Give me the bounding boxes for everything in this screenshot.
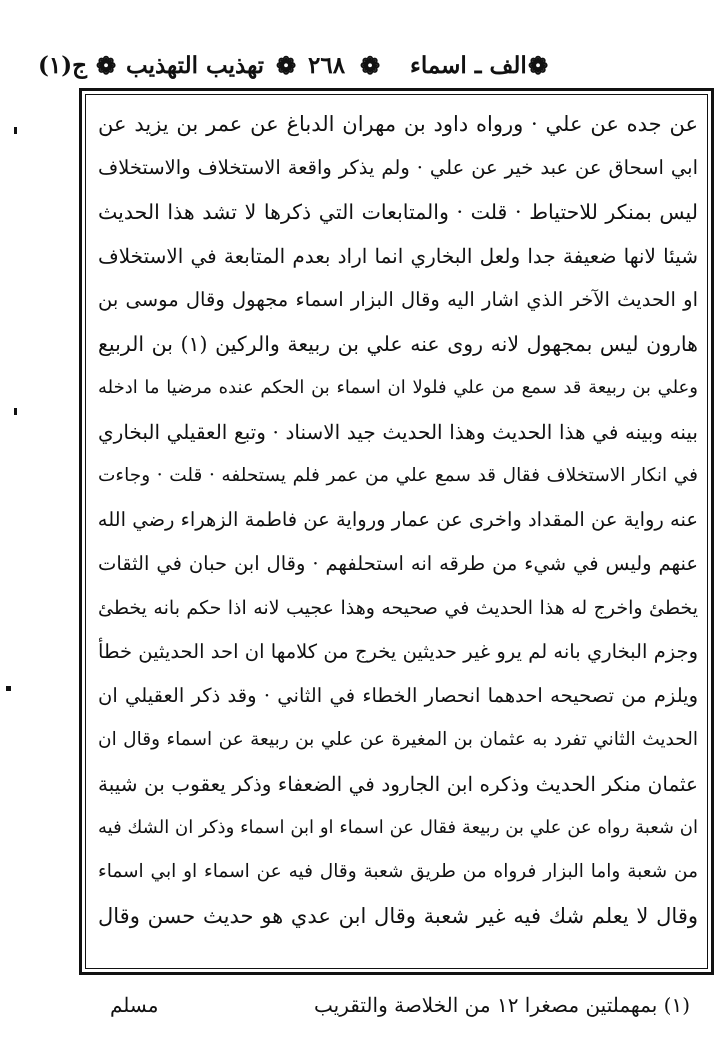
text-line: وجزم البخاري بانه لم يرو غير حديثين يخرج من كلامها ان احد الحديثين خطأ — [98, 640, 698, 663]
volume-label: ج(١) — [38, 52, 87, 79]
page-number: ٢٦٨ — [308, 52, 346, 79]
text-line: عنهم وليس في شيء من طرقه انه استحلفهم · وقال ابن حبان في الثقات — [98, 552, 698, 575]
text-line: وقال لا يعلم شك فيه غير شعبة وقال ابن عدي هو حديث حسن وقال — [98, 904, 698, 928]
text-line: عثمان منكر الحديث وذكره ابن الجارود في الضعفاء وذكر يعقوب بن شيبة — [98, 772, 698, 796]
footnote — [110, 990, 690, 1020]
text-line: وعلي بن ربيعة قد سمع من علي فلولا ان اسماء بن الحكم عنده مرضيا ما ادخله — [98, 377, 698, 398]
text-line: ان شعبة رواه عن علي بن ربيعة فقال عن اسماء او ابن اسماء وذكر ان الشك فيه — [98, 817, 698, 838]
text-line: عن جده عن علي · ورواه داود بن مهران الدباغ عن عمر بن يزيد عن — [98, 112, 698, 136]
main-text — [98, 104, 698, 964]
text-line: يخطئ واخرج له هذا الحديث في صحيحه وهذا عجيب لانه اذا حكم بانه يخطئ — [98, 597, 698, 619]
footnote-side-note: مسلم — [110, 993, 159, 1017]
text-line: من شعبة واما البزار فرواه من طريق شعبة وقال فيه عن اسماء او ابي اسماء — [98, 861, 698, 882]
text-line: ويلزم من تصحيحه احدهما انحصار الخطاء في الثاني · وقد ذكر العقيلي ان — [98, 684, 698, 707]
text-line: الحديث الثاني تفرد به عثمان بن المغيرة عن علي بن ربيعة عن اسماء وقال ان — [98, 729, 698, 750]
book-title: تهذيب التهذيب — [126, 52, 265, 79]
margin-mark — [6, 686, 11, 691]
text-line: ابي اسحاق عن عبد خير عن علي · ولم يذكر واقعة الاستخلاف والاستخلاف — [98, 156, 698, 179]
ornament-icon: ❁ — [528, 51, 549, 80]
text-line: هارون ليس بمجهول لانه روى عنه علي بن ربيعة والركين (١) بن الربيع — [98, 332, 698, 356]
text-line: او الحديث الآخر الذي اشار اليه وقال البزار اسماء مجهول وقال موسى بن — [98, 288, 698, 311]
text-line: ليس بمنكر للاحتياط · قلت · والمتابعات التي ذكرها لا تشد هذا الحديث — [98, 200, 698, 224]
text-line: شيئا لانها ضعيفة جدا ولعل البخاري انما اراد بعدم المتابعة في الاستخلاف — [98, 244, 698, 268]
text-line: عنه رواية عن المقداد واخرى عن عمار ورواية عن فاطمة الزهراء رضي الله — [98, 508, 698, 531]
text-line: بينه وبينه في هذا الحديث وهذا الحديث جيد الاسناد · وتبع العقيلي البخاري — [98, 420, 698, 444]
ornament-icon: ❁ — [96, 51, 117, 80]
ornament-icon: ❁ — [276, 51, 297, 80]
ornament-icon: ❁ — [360, 51, 381, 80]
footnote-text: (١) بمهملتين مصغرا ١٢ من الخلاصة والتقريب — [314, 993, 690, 1017]
margin-mark — [14, 408, 17, 415]
section-title: الف ـ اسماء — [410, 52, 527, 79]
margin-mark — [14, 127, 17, 134]
page-header — [30, 46, 698, 86]
text-line: في انكار الاستخلاف فقال قد سمع علي من عمر فلم يستحلفه · قلت · وجاءت — [98, 465, 698, 486]
